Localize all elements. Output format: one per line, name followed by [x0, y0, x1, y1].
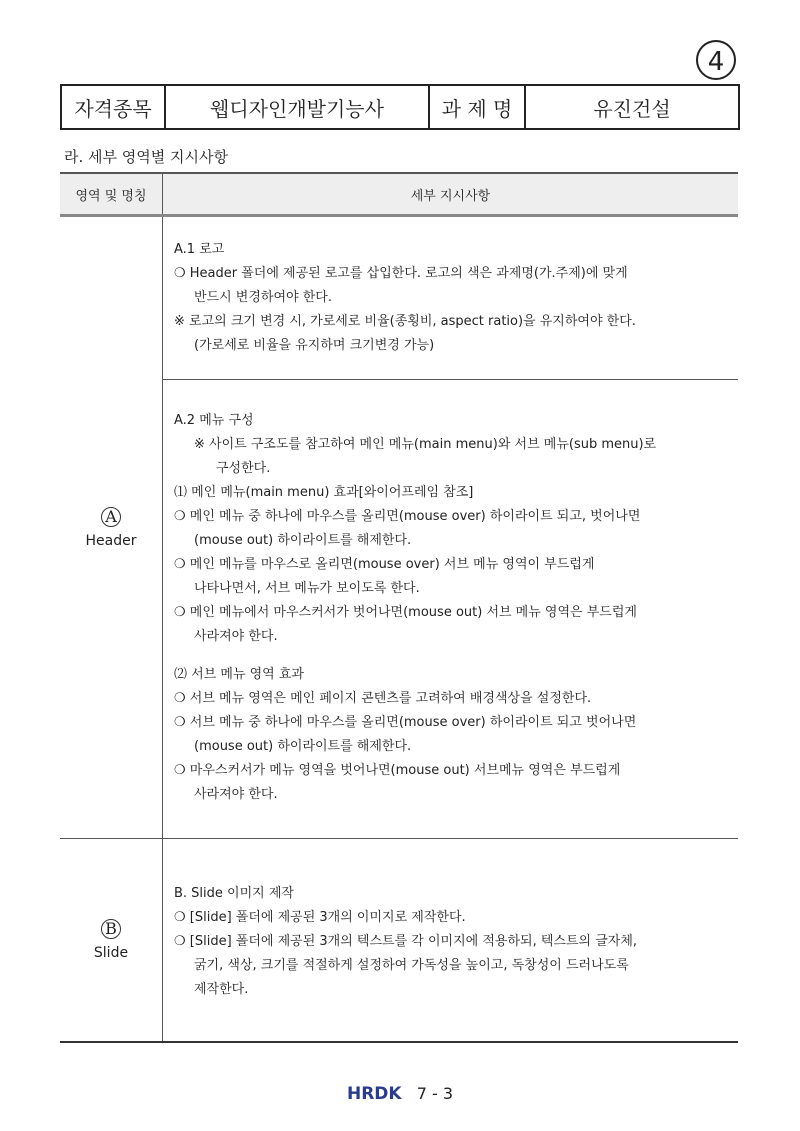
region-cell-slide	[60, 839, 163, 1043]
table-row	[60, 839, 738, 1043]
footer-page-number: 7 - 3	[416, 1084, 453, 1103]
header-label-qualification: 자격종목	[62, 86, 166, 128]
instruction-line: 나타나면서, 서브 메뉴가 보이도록 한다.	[194, 581, 420, 596]
column-header-area: 영역 및 명칭	[60, 173, 163, 216]
page-number-badge: 4	[696, 40, 736, 80]
instruction-line: A.2 메뉴 구성	[174, 413, 254, 428]
slide-instructions-cell	[163, 839, 739, 1043]
instruction-line: ❍ 메인 메뉴 중 하나에 마우스를 올리면(mouse over) 하이라이트 되고, 벗어나면	[174, 509, 641, 524]
header-value-qualification: 웹디자인개발기능사	[166, 86, 430, 128]
region-name-slide: Slide	[93, 945, 129, 961]
instruction-line: (mouse out) 하이라이트를 해제한다.	[194, 533, 412, 548]
menu-instructions-cell	[163, 380, 739, 839]
instruction-line: 굵기, 색상, 크기를 적절하게 설정하여 가독성을 높이고, 독창성이 드러나도록	[194, 958, 629, 973]
instruction-line: ❍ 서브 메뉴 영역은 메인 페이지 콘텐츠를 고려하여 배경색상을 설정한다.	[174, 691, 592, 706]
section-title: 라. 세부 영역별 지시사항	[64, 148, 228, 166]
region-cell-header	[60, 216, 163, 839]
instruction-line: ⑴ 메인 메뉴(main menu) 효과[와이어프레임 참조]	[174, 485, 474, 500]
instruction-line: 제작한다.	[194, 982, 249, 997]
header-table	[60, 84, 740, 130]
region-letter-a: A	[101, 507, 121, 527]
instruction-line: A.1 로고	[174, 242, 225, 257]
instruction-line: ❍ [Slide] 폴더에 제공된 3개의 텍스트를 각 이미지에 적용하되, 텍스트의 글자체,	[174, 934, 638, 949]
instruction-line: ❍ Header 폴더에 제공된 로고를 삽입한다. 로고의 색은 과제명(가.주제)에 맞게	[174, 266, 628, 281]
table-row	[60, 380, 738, 839]
instruction-line: (가로세로 비율을 유지하며 크기변경 가능)	[194, 338, 435, 353]
instruction-line: 구성한다.	[216, 461, 271, 476]
instruction-line: ❍ 마우스커서가 메뉴 영역을 벗어나면(mouse out) 서브메뉴 영역은 부드럽게	[174, 763, 621, 778]
region-letter-b: B	[101, 919, 121, 939]
instruction-line: (mouse out) 하이라이트를 해제한다.	[194, 739, 412, 754]
instruction-line: 사라져야 한다.	[194, 629, 278, 644]
hrdk-logo: HRDK	[346, 1084, 402, 1104]
header-value-task: 유진건설	[593, 96, 671, 121]
region-name-header: Header	[85, 532, 137, 549]
table-row	[60, 216, 738, 380]
instruction-line: ⑵ 서브 메뉴 영역 효과	[174, 667, 304, 682]
instructions-table	[60, 172, 738, 1043]
instruction-line: ❍ 메인 메뉴에서 마우스커서가 벗어나면(mouse out) 서브 메뉴 영역은 부드럽게	[174, 605, 637, 620]
instruction-line: 사라져야 한다.	[194, 787, 278, 802]
instruction-line: ❍ 서브 메뉴 중 하나에 마우스를 올리면(mouse over) 하이라이트 되고 벗어나면	[174, 715, 637, 730]
instruction-line: ❍ [Slide] 폴더에 제공된 3개의 이미지로 제작한다.	[174, 910, 466, 925]
instruction-line: ※ 사이트 구조도를 참고하여 메인 메뉴(main menu)와 서브 메뉴(sub menu)로	[194, 437, 657, 452]
instruction-line: ※ 로고의 크기 변경 시, 가로세로 비율(종횡비, aspect ratio)을 유지하여야 한다.	[174, 314, 636, 329]
instruction-line: B. Slide 이미지 제작	[174, 886, 294, 901]
column-header-instructions: 세부 지시사항	[163, 173, 739, 216]
logo-instructions-cell	[163, 216, 739, 380]
instruction-line: ❍ 메인 메뉴를 마우스로 올리면(mouse over) 서브 메뉴 영역이 부드럽게	[174, 557, 595, 572]
instruction-line: 반드시 변경하여야 한다.	[194, 290, 332, 305]
header-label-task: 과 제 명	[430, 86, 526, 128]
page-footer	[0, 1084, 800, 1104]
